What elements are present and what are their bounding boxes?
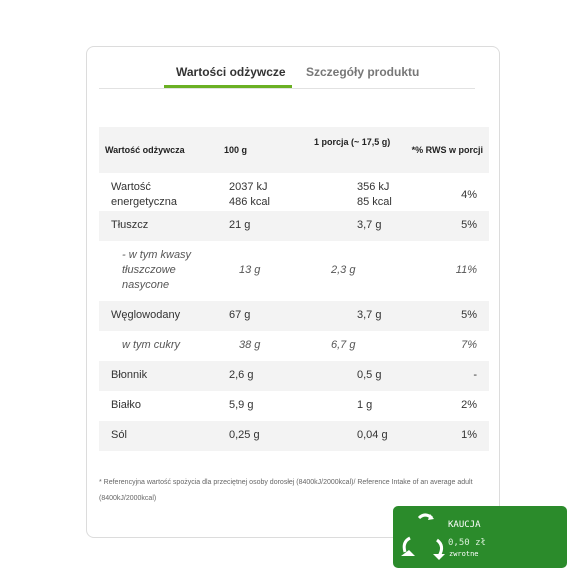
table-row <box>99 361 489 391</box>
tab-product-details[interactable]: Szczegóły produktu <box>306 65 420 79</box>
row-rws: 5% <box>461 219 477 231</box>
row-portion: 3,7 g <box>357 309 382 321</box>
tab-nutrition[interactable]: Wartości odżywcze <box>176 65 286 79</box>
table-row <box>99 301 489 331</box>
table-row <box>99 421 489 451</box>
row-portion: 0,5 g <box>357 369 382 381</box>
row-per100: 38 g <box>239 339 261 351</box>
row-nutrient: Wartość energetyczna <box>111 181 178 208</box>
row-rws: 5% <box>461 309 477 321</box>
row-portion: 0,04 g <box>357 429 388 441</box>
row-per100: 21 g <box>229 219 251 231</box>
header-nutrient: Wartość odżywcza <box>105 145 185 155</box>
row-per100: 0,25 g <box>229 429 260 441</box>
active-tab-indicator <box>164 85 292 88</box>
row-rws: 4% <box>461 189 477 201</box>
nutrition-table <box>99 127 489 451</box>
header-rws: *% RWS w porcji <box>411 145 483 155</box>
header-per100: 100 g <box>224 145 248 155</box>
table-row <box>99 331 489 361</box>
deposit-returnable: zwrotne <box>449 550 479 558</box>
row-portion-kcal: 85 kcal <box>357 196 392 208</box>
row-rws: 11% <box>455 264 477 276</box>
recycle-icon <box>399 510 449 564</box>
row-per100: 5,9 g <box>229 399 254 411</box>
row-nutrient: Sól <box>111 429 127 441</box>
table-row <box>99 391 489 421</box>
row-nutrient: w tym cukry <box>122 339 181 351</box>
row-nutrient: Tłuszcz <box>111 219 149 231</box>
row-per100: 2,6 g <box>229 369 254 381</box>
table-row <box>99 241 489 301</box>
row-rws: 1% <box>461 429 477 441</box>
table-row <box>99 211 489 241</box>
deposit-badge[interactable] <box>393 506 567 568</box>
row-portion: 3,7 g <box>357 219 382 231</box>
tab-bar <box>99 47 475 89</box>
row-per100-kcal: 486 kcal <box>229 196 270 208</box>
row-rws: 2% <box>461 399 477 411</box>
header-portion: 1 porcja (~ 17,5 g) <box>314 137 391 147</box>
deposit-title: KAUCJA <box>448 520 481 530</box>
row-portion: 2,3 g <box>331 264 356 276</box>
row-portion: 6,7 g <box>331 339 356 351</box>
row-nutrient: Węglowodany <box>111 309 181 321</box>
nutrition-card <box>86 46 500 538</box>
row-portion: 1 g <box>357 399 373 411</box>
row-per100-kj: 2037 kJ <box>229 181 268 193</box>
footnote: * Referencyjna wartość spożycia dla przeciętnej osoby dorosłej (8400kJ/2000kcal)/ Reference Intake of an average adult (8400kJ/2000kcal) <box>99 479 473 502</box>
row-per100: 13 g <box>239 264 261 276</box>
row-nutrient: Błonnik <box>111 369 148 381</box>
deposit-price: 0,50 zł <box>448 538 486 548</box>
row-nutrient: - w tym kwasy tłuszczowe nasycone <box>122 249 192 291</box>
row-portion-kj: 356 kJ <box>357 181 390 193</box>
row-rws: 7% <box>461 339 477 351</box>
table-row <box>99 173 489 211</box>
row-nutrient: Białko <box>111 399 141 411</box>
row-rws: - <box>473 369 477 381</box>
table-header <box>99 127 489 173</box>
row-per100: 67 g <box>229 309 251 321</box>
